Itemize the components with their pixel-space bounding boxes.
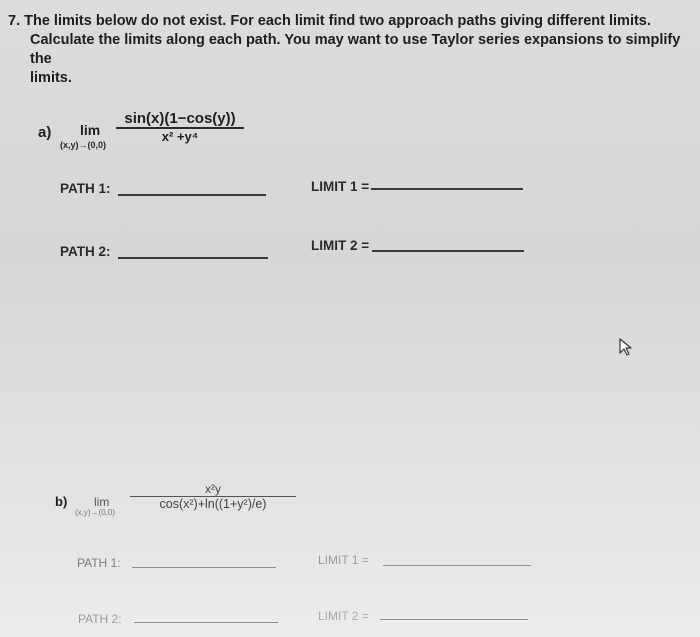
part-b-path2-label: PATH 2: <box>78 612 122 626</box>
part-b-fraction <box>130 482 296 511</box>
part-b-denominator: cos(x²)+ln((1+y²)/e) <box>159 497 267 511</box>
part-a-limit1-blank[interactable] <box>371 188 523 190</box>
part-a-fraction <box>116 110 244 144</box>
part-b-lim: lim <box>94 495 110 509</box>
part-b-limit2-blank[interactable] <box>380 619 528 620</box>
part-a-path1-blank[interactable] <box>118 194 266 196</box>
part-a-limit2-blank[interactable] <box>372 250 524 252</box>
part-a-path2-label: PATH 2: <box>60 244 111 259</box>
part-a-denominator: x² +y⁴ <box>161 128 199 144</box>
part-b-numerator: x²y <box>205 482 221 496</box>
part-a-numerator: sin(x)(1−cos(y)) <box>124 110 236 127</box>
part-b-limit1-label: LIMIT 1 = <box>318 553 369 567</box>
question-line-2: Calculate the limits along each path. You may want to use Taylor series expansions to simplify the <box>30 32 681 67</box>
part-b-limit2-label: LIMIT 2 = <box>318 609 369 623</box>
part-a-path1-label: PATH 1: <box>60 181 111 196</box>
part-b-lim-subscript: (x,y)→(0,0) <box>75 508 115 517</box>
part-b-path1-blank[interactable] <box>132 567 276 568</box>
part-b-label: b) <box>55 494 68 509</box>
part-b-path2-blank[interactable] <box>134 622 278 623</box>
question-text <box>8 12 698 88</box>
part-a-lim-subscript: (x,y)→(0,0) <box>60 140 107 150</box>
part-b-path1-label: PATH 1: <box>77 556 121 570</box>
part-a-path2-blank[interactable] <box>118 257 268 259</box>
part-a-lim: lim <box>80 122 101 138</box>
part-b-limit1-blank[interactable] <box>383 565 531 566</box>
part-a-limit1-label: LIMIT 1 = <box>311 179 370 194</box>
mouse-pointer-icon <box>616 336 638 358</box>
question-line-1: 7. The limits below do not exist. For each limit find two approach paths giving different limits. <box>8 13 651 29</box>
part-a-label: a) <box>38 124 52 141</box>
part-a-limit2-label: LIMIT 2 = <box>311 238 370 253</box>
question-line-3: limits. <box>30 70 72 86</box>
